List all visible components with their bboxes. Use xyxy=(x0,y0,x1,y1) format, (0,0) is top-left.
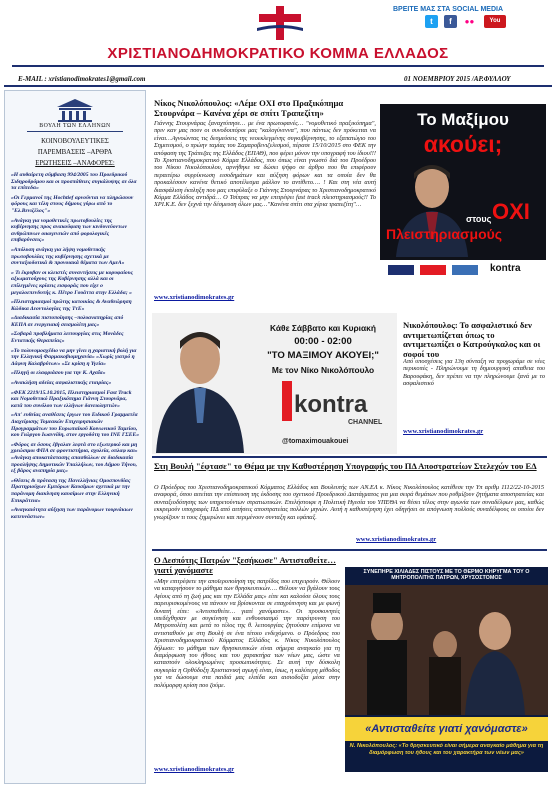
article4-photo xyxy=(345,567,548,772)
channel-logo-a xyxy=(388,265,414,275)
sidebar-question-item[interactable]: «Φόρος σε όσους έβγαλαν λεφτά στο εξωτερικό και μη χρεώσιμοι ΦΠΑ σε φροντιστήρια, σχολεία, οπλαφ και» «Ανάγκη αποκατάστασης απασθώλων σε διαδικασία προσλήψης Δημοτικών Υπαλλήλων, του Δήμου Τήνου, εξ βάρος αναπηρία μας» xyxy=(11,441,138,475)
sidebar-question-item[interactable]: «Οι Γερμανοί της Hochtief αρνούνται να πληρώσουν φόρους και τέλη στους δήμους γύρω από το "Ελ.Βενιζέλος"» xyxy=(11,194,134,214)
sidebar-question-item[interactable]: «Πληγή οι ελαφριάσου για την Κ. Αχαΐα» xyxy=(11,370,106,377)
article2-body: Από υποσχέσεις για 13η σύνταξη να προχωράμε σε νέες περικοπές - Πληρώνουμε τη δημιουργική απαθεια του Βαρουφάκη, δεν πρέπει να την πληρώνουμε ξανά με το ασφαλιστικό xyxy=(403,358,545,388)
sidebar-question-item[interactable]: «Διαδικασία πιστοποίησης –πολυαναπηρίας από ΚΕΠΑ σε ενεργειακή σεισμολίτη μας» xyxy=(11,315,124,328)
article3-title[interactable]: Στη Βουλή "έφτασε" το Θέμα με την Καθυστέρηση Υπογραφής του ΠΔ Αποστρατείων Στελεχών του ΕΔ xyxy=(154,461,537,471)
sidebar-question-item[interactable]: «Ανάγκη για νομοθετικές πρωτοβουλίες της κυβέρνησης προς ανακούφιση των κινδυνεύοντων ανθρώπινων οικογενειών από φορολογικές επιβαρύνσεις» xyxy=(11,217,127,244)
youtube-icon[interactable]: You xyxy=(484,15,506,28)
parliament-icon xyxy=(55,97,95,123)
section-divider-2 xyxy=(152,549,547,551)
article1-title[interactable]: Νίκος Νικολόπουλος: «Λέμε ΟΧΙ στο Πραξικόπημα Στουρνάρα – Κανένα χέρι σε σπίτι Τραπεζίτη» xyxy=(154,98,344,118)
article1-banner xyxy=(380,104,546,280)
photo-caption-top: ΣΥΝΕΠΗΡΕ ΧΙΛΙΑΔΕΣ ΠΙΣΤΟΥΣ ΜΕ ΤΟ ΘΕΡΜΟ ΚΗΡΥΓΜΑ ΤΟΥ Ο ΜΗΤΡΟΠΟΛΙΤΗΣ ΠΑΤΡΩΝ, ΧΡΥΣΟΣΤΟΜΟΣ xyxy=(363,569,530,582)
sidebar-heading-3: ΕΡΩΤΗΣΕΙΣ –ΑΝΑΦΟΡΕΣ: xyxy=(35,160,115,167)
article4-body: «Μην επιτρέψετε την αποϊεροποίηση της πατρίδος που επιχειρούν. Θέλουν να καταργήσουν το μάθημα των θρησκευτικών…. Θέλουν να βγάλουν τους Αγίους από τη ζωή μας και την Ελλάδα μας» είπε και καλούσε όλους τους παρευρισκομένους να πάνουν να βρίσκονται σε επαγρύπνηση και με φωνή δυνατή είπε: «Αντισταθείτε… γιατί χανόμαστε». Οι προσκυνητές υπεδέχθησαν με συγκίνηση και ενθουσιασμό την παρότρυνση του Μητροπολίτη και μετά το τέλος της θ. λειτουργίας ζητούσαν επίμονα να αντισταθούν με στη Βουλή σε ένα τέτοιο ενδεχόμενο. ο Πρόεδρος του Χριστιανοδημοκρατικού Κόμματος Ελλάδος κ. Νίκος Νικολόπουλος δήλωσε: το μάθημα των θρησκευτικών είναι σήμερα αναγκαίο για τη διαμόρφωση του ήθους και του χαρακτήρα των νέων μας, ώστε να καταστούν ολοκληρωμένες προσωπικότητες. Σε αυτή την δύσκολη συγκυρία η Ορθόδοξη Χριστιανική αγωγή είναι, ίσως, η καλύτερη μέθοδος για να δώσουμε στα παιδιά μας ελπίδα και αισιοδοξία μέσα στην πολύμορφη κρίση που ζούμε. xyxy=(154,578,340,689)
article4-title[interactable]: Ο Δεσπότης Πατρών "ξεσήκωσε" Αντισταθείτε… γιατί χανόμαστε xyxy=(154,555,336,575)
sidebar-question-item[interactable]: «Η αυθαίρετη σύμβαση 994/2005 του Προεδρικού Σιδηροδρόμου και οι προσπάθειες συγκάλυψης σε όλα τα επίπεδα» xyxy=(11,172,137,192)
channel-logo-c xyxy=(452,265,478,275)
banner-line4: ΟΧΙ xyxy=(492,199,530,224)
banner-line2: ακούει; xyxy=(423,131,503,157)
party-cross-logo xyxy=(255,4,305,42)
parliament-label: ΒΟΥΛΗ ΤΩΝ ΕΛΛΗΝΩΝ xyxy=(27,123,123,132)
photo-slogan: «Αντισταθείτε γιατί χανόμαστε» xyxy=(345,717,548,741)
banner-logo: kontra xyxy=(490,263,521,274)
banner-line1: Το Μαξίμου xyxy=(417,110,509,129)
sidebar-list xyxy=(5,172,145,520)
flickr-icon[interactable]: ●● xyxy=(464,17,475,26)
sidebar-heading-1: ΚΟΙΝΟΒΟΥΛΕΥΤΙΚΕΣ xyxy=(41,138,109,145)
email-text[interactable]: E-MAIL : xristianodimokrates1@gmail.com xyxy=(18,75,146,83)
article3-body: Ο Πρόεδρος του Χριστιανοδημοκρατικού Κόμματος Ελλάδος και Βουλευτής των ΑΝ.ΕΛ κ. Νίκος Νικολόπουλος κατέθεσε την Υπ αριθμ 1112/22-10-2015 αναφορά, όπου αιτείται την επίσπευση της έκδοσης του σχετικού Προεδρικού Διατάγματος για μια σειρά θεμάτων που ρυθμίζουν ζητήματα αποστρατείας και συνταξιοδότησης των υπηρετούντων στρατιωτικών. Επελήστοιφε η Πολιτική Ηγεσία του ΥΠΕΘΑ να θέσει τέλος στην αγωνία των συναδέλφων μας, καθώς εκκρεμούν υπογραφές ΠΔ από αιτήσεις αποστρατείας πολλών μηνών. Αυτή η καθυστέρηση έχει οδηγήσει σε απόγνωση πολλούς συναδέλφους οι οποίοι δεν γνωρίζουν τι τους ξημερώνει και περιμένουν συνταξη και εφάπαξ. xyxy=(154,484,544,521)
speaker-portrait xyxy=(392,159,472,257)
sidebar-question-item[interactable]: «Πλειστηριασμοί πρώτης κατοικίας & Αναθεώρηση Κώδικα Δεοντολογίας της ΤτΕ» xyxy=(11,299,132,312)
ad-line1: Κάθε Σάββατο και Κυριακή xyxy=(270,323,376,333)
issue-date: 01 ΝΟΕΜΒΡΙΟΥ 2015 /ΑΡ.ΦΥΛΛΟΥ xyxy=(404,75,511,83)
article4-link[interactable]: www.xristianodimokrates.gr xyxy=(154,766,235,773)
sidebar-question-item[interactable]: « Τι έκρυβαν οι κλειστές συναντήσεις με κορυφαίους αξιωματούχους της Κυβέρνησης αλλά και οι επίλεγμένες κρίσεις εισφοράς που είχε ο μεγαλοεπενδυτής κ. Πέτρο Γουάττα στην Ελλάδα; » xyxy=(11,269,133,296)
channel-logo-b xyxy=(420,265,446,275)
clergy-figures xyxy=(345,585,548,715)
photo-caption-bottom: Ν. Νικολόπουλος: «Το θρησκευτικό είναι σήμερα αναγκαίο μάθημα για τη διαμόρφωση του ήθους και του χαρακτήρα των νέων μας» xyxy=(349,743,544,756)
article1-body: Γιάννης Στουρνάρας ξαναχτύπησε… με ένα πρωτοφανές… "νομοθετικό πραξικόπημα", πριν καν μας πουν οι συνοδοιπόροι μας "καλογύνεννα", που πάντως δεν πρόκειται να είναι…Αγνοώντας τις δεσμεύσεις της νεοεκλεγμένης συγκυβέρνησης, το εξαπατώγιο του Σημιτισμού, ο πρώην ταμίας του Σαμαροβενιζελισμού, πέρασε 15/10/2015 στο ΦΕΚ την απόφαση της Τράπεζας της Ελλάδος (ΕΠΑΘ), που φέρει μόνον την υπογραφή του ίδιου!!!Το Χριστιανοδημοκρατικό Κόμμα Ελλάδος, που όπως είναι γνωστό διά του Προέδρου του Νίκου Νικολόπουλου, αρνήθηκε να δώσει ψήφο σε άρθρο που θα επιφέρουν περαιτέρω συρρίκνωση εισοδημάτων και αύξηση φόρων και τα οποία δεν θα προκαλέσουν κανένα θετικό αποτέλεσμα μάλλον το αντίθετο…. ! Και στη νέα αυτή διασφάλιση έκπληξη που μας επιφύλαξε ο Γιάννης Στουρνάρας το Χριστιανοδημοκρατικό Κόμμα Ελλάδος αντιδρά… Ο Τσίπρας να μην επιτρέψει fast track πλειστηριασμούς!! Το ΧΡΙ.Κ.Ε. δεν ξεχνά την δέσμευση όλων μας…"Κανένα σπίτι στα χέρια τραπεζίτη"… xyxy=(154,120,376,209)
ad-line4: Με τον Νίκο Νικολόπουλο xyxy=(271,365,375,375)
ad-logo-sub: CHANNEL xyxy=(348,419,383,426)
article2-title[interactable]: Νικολόπουλος: Το ασφαλιστικό δεν αντιμετωπίζεται όπως το αντιμετωπίζει ο Κατρούγκαλος και οι σοφοί του xyxy=(403,320,541,359)
sidebar-question-item[interactable]: «Απόλυση ανάγκη για λήψη νομοθετικής πρωτοβουλίας της κυβέρνησης σχετικά με συνταξιοδοτικά & προνοιακά θέματα των ΑμεΑ» xyxy=(11,246,125,267)
sidebar-question-item[interactable]: «Το πολυνομοσχέδιο να μην γίνει η χαριστική βολή για την Ελληνική Φαρμακοβιομηχανία» «Χωρίς γιατρό η Δάφνη Καλαβρύτων» «Σε κρίση η Υγεία» xyxy=(11,347,137,367)
ad-line3: "ΤΟ ΜΑΞΙΜΟΥ ΑΚΟΥΕΙ;" xyxy=(267,350,379,361)
ad-logo: kontra xyxy=(294,391,368,418)
sidebar-question-item[interactable]: «Σοβαρά προβλήματα λειτουργίας στις Μονάδες Εντατικής Θεραπείας» xyxy=(11,331,124,345)
banner-line5: Πλειστηριασμούς xyxy=(386,226,503,242)
sidebar-question-item[interactable]: «ΦΕΚ 2219/15.10.2015, Πλειστηριασμοί Fast Track και Νομοθετικό Πραξικόπημα Γιάννη Στουρνάρα, κατά του συνόλου των ελλήνων δανειοληπτών» xyxy=(11,389,132,409)
article1-link[interactable]: www.xristianodimokrates.gr xyxy=(154,294,235,301)
sidebar xyxy=(4,90,146,784)
party-title: ΧΡΙΣΤΙΑΝΟΔΗΜΟΚΡΑΤΙΚΟ ΚΟΜΜΑ ΕΛΛΑΔΟΣ xyxy=(107,45,449,62)
sidebar-question-item[interactable]: «Απ' ευθείας αναθέσεις έργων του Ειδικού Γραμματέα Διαχείρισης Τομεακών Επιχειρησιακών Προγραμμάτων του Ευρωπαϊκού Κοινωνικού Ταμείου, κου Γιώργου Ιωαννίδη, στον εργοδότη του ΙΝΕ ΓΣΕΕ» xyxy=(11,412,139,439)
sidebar-question-item[interactable]: «Αναγκαιότητα αύξηση των παράνομων τουρνάκιων κατευνάστων» xyxy=(11,507,133,520)
banner-logo-strip xyxy=(380,260,546,280)
article3-link[interactable]: www.xristianodimokrates.gr xyxy=(356,536,437,543)
sidebar-question-item[interactable]: «Θέσεις & πρόταση της Πανελλήνιας Ομοσπονδίας Πρατηριούχων Εμπόρων Καυσίμων σχετικά με την παράνομη διακίνηση καυσίμων στην Ελληνική Επικράτεια» xyxy=(11,477,131,504)
host-portrait xyxy=(154,323,246,453)
section-divider-1 xyxy=(152,456,547,458)
ad-line2: 00:00 - 02:00 xyxy=(294,336,352,347)
article2-link[interactable]: www.xristianodimokrates.gr xyxy=(403,428,484,435)
facebook-icon[interactable]: f xyxy=(444,15,457,28)
banner-line3: στους xyxy=(466,214,492,224)
kontra-mark xyxy=(282,381,292,421)
sidebar-heading-2: ΠΑΡΕΜΒΑΣΕΙΣ –ΑΡΘΡΑ xyxy=(37,149,113,156)
email-bar xyxy=(4,73,552,87)
social-media-label: ΒΡΕΙΤΕ ΜΑΣ ΣΤΑ SOCIAL MEDIA xyxy=(393,6,504,13)
sidebar-question-item[interactable]: «Ανακλήση αδείας ασφαλιστικής εταιρίας» xyxy=(11,380,112,387)
photo-scene xyxy=(345,585,548,715)
ad-handle[interactable]: @tomaximouakouei xyxy=(282,438,349,445)
twitter-icon[interactable]: t xyxy=(425,15,438,28)
header-divider xyxy=(12,65,544,67)
tv-ad xyxy=(152,313,397,454)
